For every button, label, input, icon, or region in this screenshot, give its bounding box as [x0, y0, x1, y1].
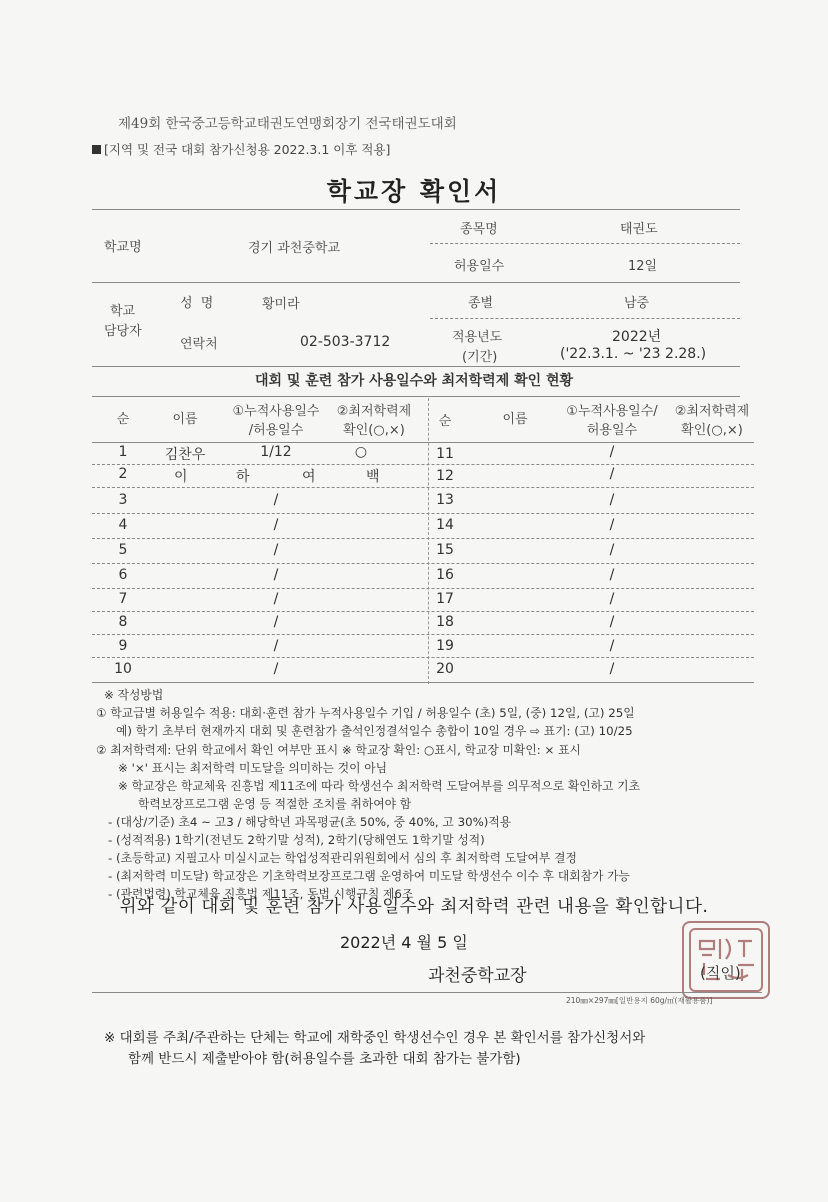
note-3: ※ '×' 표시는 최저학력 미도달을 의미하는 것이 아님 [118, 761, 388, 775]
row-no: 2 [118, 466, 128, 482]
row-no: 5 [118, 542, 128, 558]
rule-line [92, 282, 740, 283]
row-days-right: / [609, 567, 615, 583]
row-no-right: 13 [436, 492, 454, 508]
manager-label-1: 학교 [110, 304, 136, 319]
year-label-1: 적용년도 [452, 330, 503, 345]
square-bullet-icon [92, 145, 101, 154]
row-days-right: / [609, 444, 615, 460]
confirmation-statement: 위와 같이 대회 및 훈련 참가 사용일수와 최저학력 관련 내용을 확인합니다. [119, 897, 709, 917]
row-no-right: 11 [436, 446, 454, 462]
note-4b: 학력보장프로그램 운영 등 적절한 조치를 취하여야 함 [138, 797, 412, 811]
row-days: / [273, 567, 279, 583]
rule-line [92, 611, 754, 612]
row-days-right: / [609, 517, 615, 533]
row-days: / [273, 517, 279, 533]
year-value-1: 2022년 [612, 329, 662, 345]
row-no-right: 18 [436, 614, 454, 630]
table-subtitle: 대회 및 훈련 참가 사용일수와 최저학력제 확인 현황 [254, 373, 574, 389]
category-label: 종별 [468, 296, 494, 311]
row-no-right: 15 [436, 542, 454, 558]
row-days: / [273, 638, 279, 654]
note-detail-5: - (관련법령) 학교체육 진흥법 제11조, 동법 시행규칙 제6조 [108, 887, 414, 901]
manager-label-2: 담당자 [104, 324, 142, 339]
header-no-right: 순 [438, 414, 452, 429]
note-4a: ※ 학교장은 학교체육 진흥법 제11조에 따라 학생선수 최저학력 도달여부를 의무적으로 확인하고 기초 [118, 779, 640, 793]
row-blank-char: 하 [236, 469, 250, 485]
notes-heading: ※ 작성방법 [104, 688, 164, 702]
row-no: 3 [118, 492, 128, 508]
rule-line [92, 366, 740, 367]
row-days: / [273, 542, 279, 558]
row-days: / [273, 591, 279, 607]
row-no: 1 [118, 444, 128, 460]
rule-line [92, 442, 754, 443]
row-days-right: / [609, 542, 615, 558]
rule-line [92, 464, 754, 465]
document-title: 학교장 확인서 [326, 177, 502, 206]
row-days: / [273, 492, 279, 508]
rule-line [92, 538, 754, 539]
row-no-right: 19 [436, 638, 454, 654]
row-no-right: 17 [436, 591, 454, 607]
seal-mark: (직인) [700, 964, 741, 982]
header-days-1: ①누적사용일수 [232, 404, 320, 419]
rule-line [430, 318, 740, 319]
year-value-2: ('22.3.1. ~ '23 2.28.) [560, 346, 707, 362]
row-name: 김찬우 [164, 447, 206, 463]
form-note-text: [지역 및 전국 대회 참가신청용 2022.3.1 이후 적용] [104, 142, 391, 157]
row-check: ○ [354, 444, 368, 460]
contact-label: 연락처 [180, 337, 218, 352]
header-name-right: 이름 [502, 412, 528, 427]
column-divider [428, 398, 429, 684]
row-no-right: 16 [436, 567, 454, 583]
note-detail-4: - (최저학력 미도달) 학교장은 기초학력보장프로그램 운영하여 미도달 학생선수 이수 후 대회참가 가능 [108, 869, 630, 883]
header-acad-1: ②최저학력제 [336, 404, 412, 419]
row-no: 9 [118, 638, 128, 654]
bottom-note-2: 함께 반드시 제출받아야 함(허용일수를 초과한 대회 참가는 불가함) [128, 1051, 521, 1067]
form-note [92, 140, 390, 158]
year-label-2: (기간) [462, 350, 498, 365]
seal-stamp-icon [684, 923, 768, 997]
row-days-right: / [609, 466, 615, 482]
official-seal [682, 921, 770, 999]
row-days: / [273, 614, 279, 630]
school-value: 경기 과천중학교 [248, 241, 341, 256]
event-title: 제49회 한국중고등학교태권도연맹회장기 전국태권도대회 [118, 116, 457, 132]
header-days-right-2: 허용일수 [586, 423, 638, 438]
issue-date: 2022년 4 월 5 일 [340, 933, 468, 952]
row-no: 7 [118, 591, 128, 607]
rule-line [430, 243, 740, 244]
rule-line [92, 992, 762, 993]
row-days-right: / [609, 638, 615, 654]
rule-line [92, 487, 754, 488]
school-label: 학교명 [104, 240, 142, 255]
allowed-days-label: 허용일수 [454, 259, 505, 274]
row-no: 8 [118, 614, 128, 630]
row-no: 10 [114, 661, 132, 677]
bottom-note-1: ※ 대회를 주최/주관하는 단체는 학교에 재학중인 학생선수인 경우 본 확인서를 참가신청서와 [104, 1030, 646, 1046]
header-acad-right-2: 확인(○,×) [681, 423, 743, 438]
header-acad-right-1: ②최저학력제 [674, 404, 750, 419]
contact-value: 02-503-3712 [300, 334, 391, 350]
rule-line [92, 588, 754, 589]
row-days-right: / [609, 614, 615, 630]
row-days-right: / [609, 591, 615, 607]
rule-line [92, 563, 754, 564]
row-blank-char: 이 [174, 469, 188, 485]
header-no: 순 [116, 412, 130, 427]
event-value: 태권도 [620, 222, 658, 237]
category-value: 남중 [624, 296, 650, 311]
row-days: 1/12 [260, 444, 292, 460]
note-1a: ① 학교급별 허용일수 적용: 대회·훈련 참가 누적사용일수 기입 / 허용일수 (초) 5일, (중) 12일, (고) 25일 [96, 706, 635, 720]
name-value: 황미라 [262, 297, 300, 312]
note-detail-3: - (초등학교) 지필고사 미실시교는 학업성적관리위원회에서 심의 후 최저학력 도달여부 결정 [108, 851, 577, 865]
event-label: 종목명 [460, 222, 498, 237]
rule-line [92, 682, 754, 683]
rule-line [92, 396, 740, 397]
principal-title: 과천중학교장 [428, 966, 527, 986]
rule-line [92, 657, 754, 658]
row-no: 4 [118, 517, 128, 533]
row-days-right: / [609, 661, 615, 677]
rule-line [92, 513, 754, 514]
row-blank-char: 백 [366, 469, 380, 485]
rule-line [92, 209, 740, 210]
name-label: 성 명 [180, 296, 216, 311]
row-no: 6 [118, 567, 128, 583]
row-blank-char: 여 [302, 469, 316, 485]
rule-line [92, 634, 754, 635]
note-2: ② 최저학력제: 단위 학교에서 확인 여부만 표시 ※ 학교장 확인: ○표시, 학교장 미확인: × 표시 [96, 743, 581, 757]
note-detail-1: - (대상/기준) 초4 ~ 고3 / 해당학년 과목평균(초 50%, 중 40%, 고 30%)적용 [108, 815, 512, 829]
row-no-right: 14 [436, 517, 454, 533]
row-no-right: 12 [436, 468, 454, 484]
header-days-right-1: ①누적사용일수/ [566, 404, 658, 419]
row-days: / [273, 661, 279, 677]
header-acad-2: 확인(○,×) [343, 423, 405, 438]
header-days-2: /허용일수 [248, 423, 304, 438]
header-name: 이름 [172, 412, 198, 427]
allowed-days-value: 12일 [628, 259, 658, 274]
row-no-right: 20 [436, 661, 454, 677]
note-1b: 예) 학기 초부터 현재까지 대회 및 훈련참가 출석인정결석일수 총합이 10일 경우 ⇨ 표기: (고) 10/25 [116, 724, 633, 738]
paper-size-note: 210㎜×297㎜[일반용지 60g/㎡(재활용품)] [566, 996, 713, 1005]
row-days-right: / [609, 492, 615, 508]
note-detail-2: - (성적적용) 1학기(전년도 2학기말 성적), 2학기(당해연도 1학기말 성적) [108, 833, 485, 847]
